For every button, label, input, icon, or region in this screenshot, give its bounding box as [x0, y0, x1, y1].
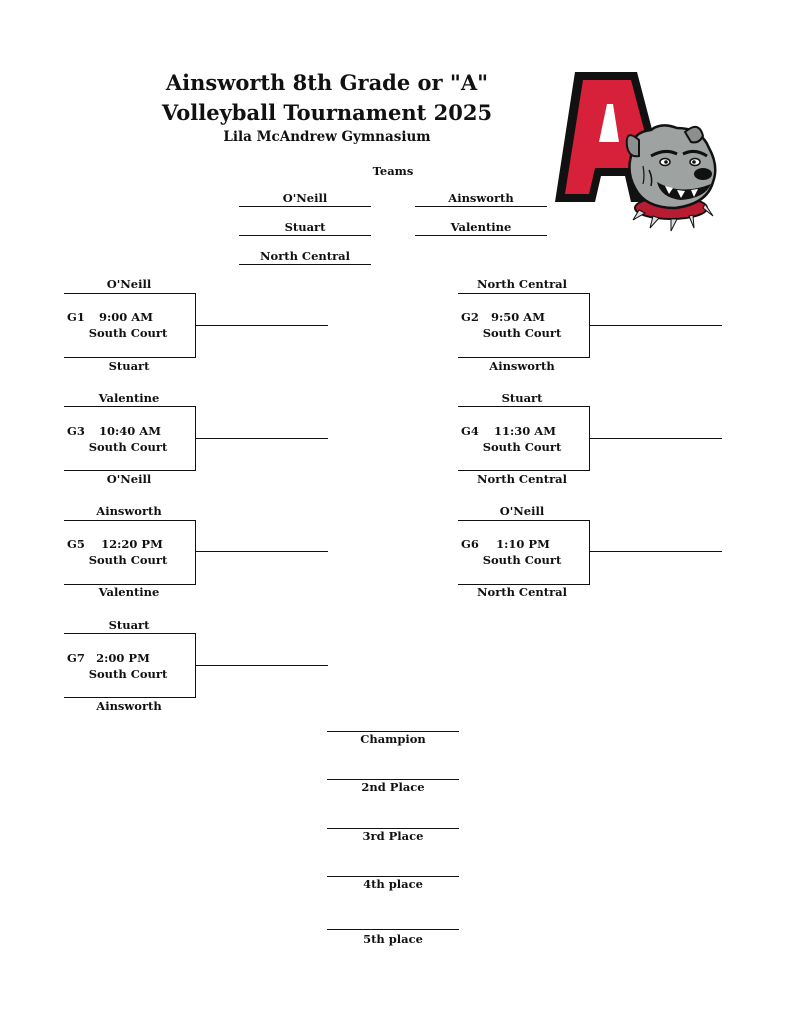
g7-bottom-team: Ainsworth [96, 699, 162, 713]
g4-court: South Court [482, 440, 562, 454]
team-ainsworth: Ainsworth [415, 191, 547, 207]
g5-winner-line [196, 551, 328, 552]
g5-time: 12:20 PM [101, 537, 163, 551]
g5-court: South Court [88, 553, 168, 567]
g2-winner-line [590, 325, 722, 326]
g7-number: G7 [67, 651, 85, 665]
g3-time: 10:40 AM [99, 424, 161, 438]
g5-bottom-team: Valentine [98, 585, 160, 599]
fourth-place-label: 4th place [363, 877, 423, 891]
g3-top-team: Valentine [98, 391, 160, 405]
g3-bottom-team: O'Neill [106, 472, 152, 486]
g4-top-team: Stuart [501, 391, 543, 405]
g1-winner-line [196, 325, 328, 326]
g4-number: G4 [461, 424, 479, 438]
g6-time: 1:10 PM [496, 537, 550, 551]
g7-winner-line [196, 665, 328, 666]
fifth-place-line [327, 929, 459, 930]
g6-number: G6 [461, 537, 479, 551]
g7-bracket [64, 633, 196, 698]
fifth-place-label: 5th place [363, 932, 423, 946]
g7-top-team: Stuart [108, 618, 150, 632]
g6-winner-line [590, 551, 722, 552]
second-place-label: 2nd Place [361, 780, 425, 794]
g2-bottom-team: Ainsworth [489, 359, 555, 373]
g1-number: G1 [67, 310, 85, 324]
champion-label: Champion [360, 732, 426, 746]
g4-bracket [458, 406, 590, 471]
venue: Lila McAndrew Gymnasium [223, 129, 431, 145]
g3-court: South Court [88, 440, 168, 454]
title-line-1: Ainsworth 8th Grade or "A" [165, 70, 489, 95]
g1-bottom-team: Stuart [108, 359, 150, 373]
g3-bracket [64, 406, 196, 471]
third-place-label: 3rd Place [362, 829, 424, 843]
team-oneill: O'Neill [239, 191, 371, 207]
g2-number: G2 [461, 310, 479, 324]
teams-heading: Teams [372, 164, 414, 178]
g6-bottom-team: North Central [477, 585, 567, 599]
g1-court: South Court [88, 326, 168, 340]
team-valentine: Valentine [415, 220, 547, 236]
g1-top-team: O'Neill [106, 277, 152, 291]
bulldog-logo [553, 70, 723, 235]
bulldog-a-logo-icon [553, 70, 723, 235]
g4-bottom-team: North Central [477, 472, 567, 486]
g2-court: South Court [482, 326, 562, 340]
g3-winner-line [196, 438, 328, 439]
g6-court: South Court [482, 553, 562, 567]
g5-number: G5 [67, 537, 85, 551]
g7-time: 2:00 PM [96, 651, 150, 665]
team-stuart: Stuart [239, 220, 371, 236]
g7-court: South Court [88, 667, 168, 681]
g3-number: G3 [67, 424, 85, 438]
g4-time: 11:30 AM [494, 424, 556, 438]
g2-time: 9:50 AM [491, 310, 545, 324]
g2-top-team: North Central [477, 277, 567, 291]
g1-time: 9:00 AM [99, 310, 153, 324]
team-north-central: North Central [239, 249, 371, 265]
g6-top-team: O'Neill [499, 504, 545, 518]
g4-winner-line [590, 438, 722, 439]
g5-top-team: Ainsworth [96, 504, 162, 518]
title-line-2: Volleyball Tournament 2025 [161, 100, 493, 125]
